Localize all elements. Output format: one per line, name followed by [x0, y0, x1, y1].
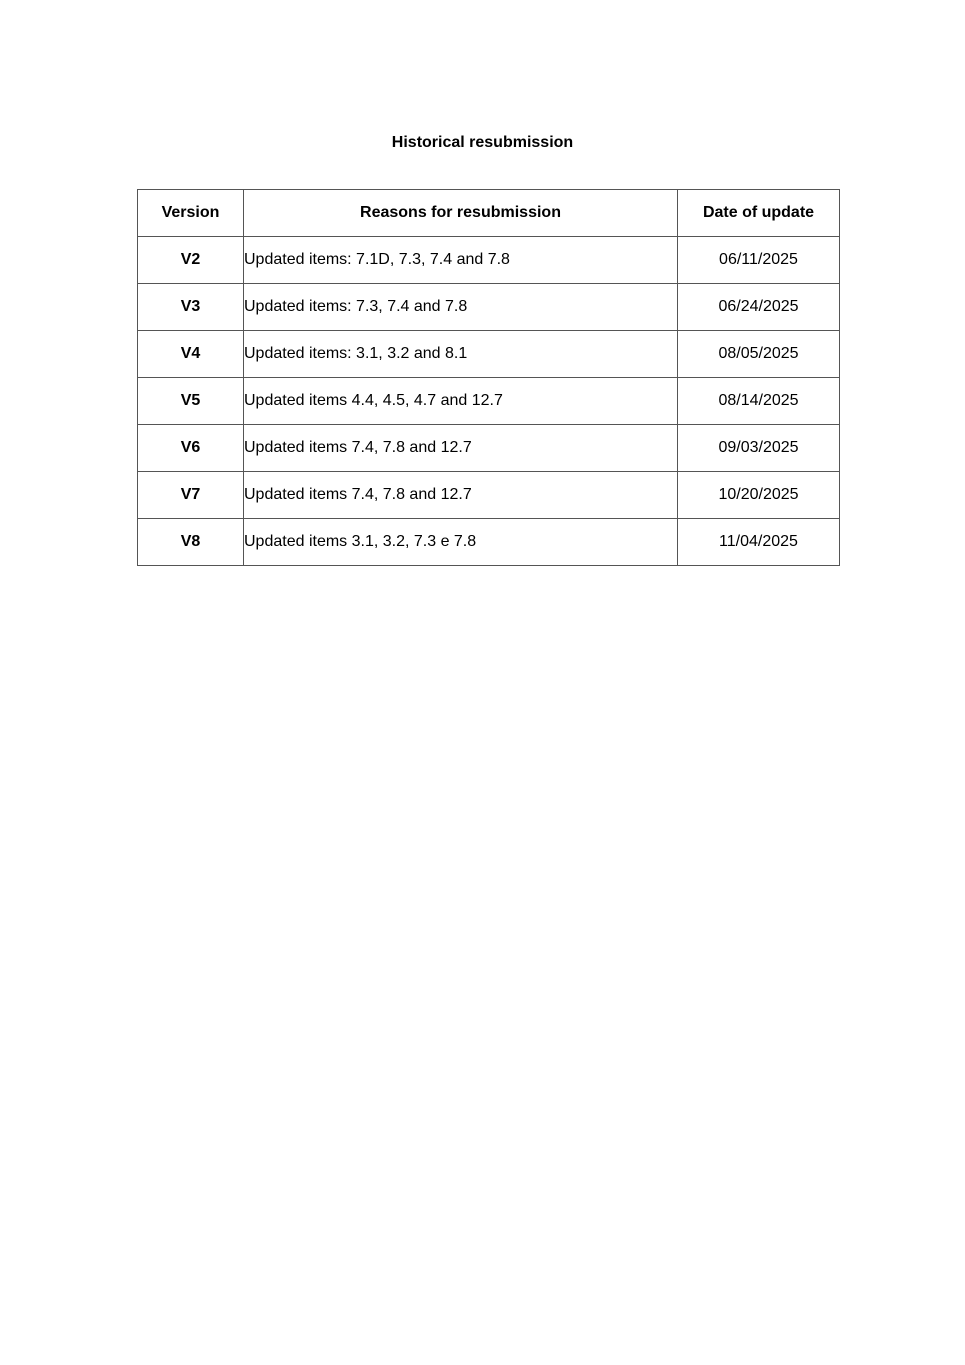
version-cell: V7	[138, 472, 244, 519]
reasons-cell: Updated items: 3.1, 3.2 and 8.1	[244, 331, 678, 378]
header-date: Date of update	[678, 190, 840, 237]
header-reasons: Reasons for resubmission	[244, 190, 678, 237]
reasons-cell: Updated items: 7.3, 7.4 and 7.8	[244, 284, 678, 331]
version-cell: V8	[138, 519, 244, 566]
reasons-cell: Updated items: 7.1D, 7.3, 7.4 and 7.8	[244, 237, 678, 284]
date-cell: 11/04/2025	[678, 519, 840, 566]
version-cell: V5	[138, 378, 244, 425]
table-body	[138, 237, 840, 566]
version-cell: V3	[138, 284, 244, 331]
table-row	[138, 284, 840, 331]
date-cell: 09/03/2025	[678, 425, 840, 472]
table-row	[138, 378, 840, 425]
reasons-cell: Updated items 3.1, 3.2, 7.3 e 7.8	[244, 519, 678, 566]
date-cell: 08/05/2025	[678, 331, 840, 378]
reasons-cell: Updated items 7.4, 7.8 and 12.7	[244, 425, 678, 472]
reasons-cell: Updated items 4.4, 4.5, 4.7 and 12.7	[244, 378, 678, 425]
table-row	[138, 425, 840, 472]
header-row	[138, 190, 840, 237]
version-cell: V6	[138, 425, 244, 472]
date-cell: 06/11/2025	[678, 237, 840, 284]
page-title: Historical resubmission	[391, 134, 574, 151]
table-row	[138, 519, 840, 566]
table-row	[138, 472, 840, 519]
version-cell: V2	[138, 237, 244, 284]
date-cell: 08/14/2025	[678, 378, 840, 425]
header-version: Version	[138, 190, 244, 237]
date-cell: 06/24/2025	[678, 284, 840, 331]
table-row	[138, 237, 840, 284]
resubmission-table	[137, 189, 840, 566]
table-header	[138, 190, 840, 237]
date-cell: 10/20/2025	[678, 472, 840, 519]
reasons-cell: Updated items 7.4, 7.8 and 12.7	[244, 472, 678, 519]
table-row	[138, 331, 840, 378]
version-cell: V4	[138, 331, 244, 378]
